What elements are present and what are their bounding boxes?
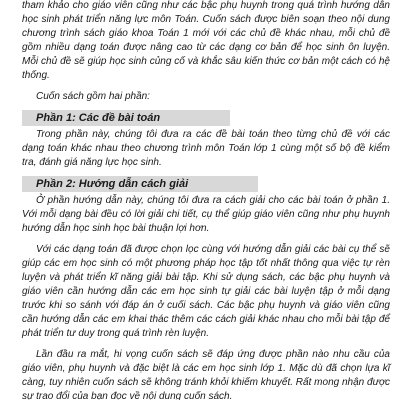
part2-body: Ở phần hướng dẫn này, chúng tôi đưa ra cách giải cho các bài toán ở phần 1. Với mỗi dạng bài đều có lời giải chi tiết, cụ thể giúp giáo viên cũng như phụ huynh hướng dẫn học sinh học bài thuận lợi hơn. (22, 195, 390, 234)
first-release-paragraph: Lần đầu ra mắt, hi vọng cuốn sách sẽ đáp ứng được phần nào nhu cầu của giáo viên, phụ huynh và đặc biệt là các em học sinh lớp 1. Mặc dù đã chọn lựa kĩ càng, tuy nhiên cuốn sách sẽ không tránh khỏi khiếm khuyết. Rất mong nhận được sự trao đổi của bạn đọc về nội dung cuốn sách. (22, 349, 390, 400)
intro-paragraph: tham khảo cho giáo viên cũng như các bậc phụ huynh trong quá trình hướng dẫn học sinh phát triển năng lực môn Toán. Cuốn sách được biên soạn theo nội dung chương trình sách giáo khoa Toán 1 mới với các chủ đề khác nhau, mỗi chủ đề gồm nhiều dạng toán được nâng cao từ các dạng cơ bản để học sinh ôn luyện. Mỗi chủ đề sẽ giúp học sinh củng cố và khắc sâu kiến thức cơ bản một cách có hệ thống. (22, 0, 390, 81)
part2-heading: Phần 2: Hướng dẫn cách giải (22, 176, 258, 192)
part1-body: Trong phần này, chúng tôi đưa ra các đề bài toán theo từng chủ đề với các dạng toán khác nhau theo chương trình môn Toán lớp 1 cùng một số bộ đề kiểm tra, đánh giá năng lực học sinh. (22, 129, 390, 168)
selection-paragraph: Với các dạng toán đã được chọn lọc cùng với hướng dẫn giải các bài cụ thể sẽ giúp các em học sinh có một phương pháp học tập tốt nhất thông qua việc tự rèn luyện và phát triển kĩ năng giải bài tập. Khi sử dụng sách, các bậc phụ huynh và giáo viên cần hướng dẫn các em học sinh tự giải các bài luyện tập ở mỗi dạng trước khi so sánh với đáp án ở cuối sách. Các bậc phụ huynh và giáo viên cũng cần hướng dẫn các em khai thác thêm các cách giải khác nhau cho mỗi bài tập để phát triển tư duy trong quá trình rèn luyện. (22, 244, 390, 339)
parts-intro: Cuốn sách gồm hai phần: (36, 91, 150, 102)
part2-heading-band (22, 176, 390, 194)
document-body (22, 0, 390, 400)
part1-heading: Phần 1: Các đề bài toán (22, 110, 230, 126)
part1-heading-band (22, 110, 390, 128)
